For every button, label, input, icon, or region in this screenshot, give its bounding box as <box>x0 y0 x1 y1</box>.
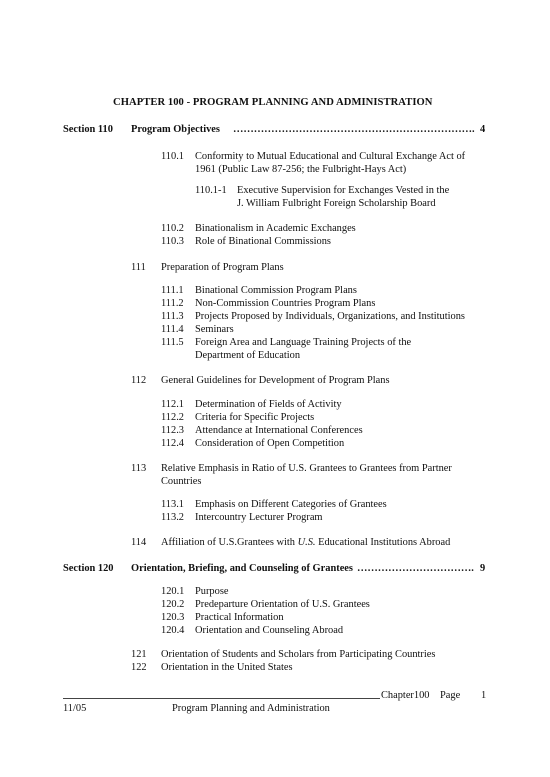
item-114-text <box>161 536 450 549</box>
section-110-label: Section 110 <box>63 124 113 135</box>
item-121-text: Orientation of Students and Scholars from Participating Countries <box>161 649 436 660</box>
item-112-4-text: Consideration of Open Competition <box>195 438 345 449</box>
item-113-1-text: Emphasis on Different Categories of Grantees <box>195 499 387 510</box>
item-113-2-text: Intercountry Lecturer Program <box>195 512 323 523</box>
section-110-title: Program Objectives <box>131 124 220 135</box>
item-110-1-text-cont: 1961 (Public Law 87-256; the Fulbright-Hays Act) <box>195 164 407 175</box>
item-120-1-text: Purpose <box>195 586 229 597</box>
item-111-5-number: 111.5 <box>161 337 184 348</box>
item-111-3-text: Projects Proposed by Individuals, Organizations, and Institutions <box>195 311 465 322</box>
item-110-3-number: 110.3 <box>161 236 184 247</box>
item-112-1-text: Determination of Fields of Activity <box>195 399 342 410</box>
item-113-text-cont: Countries <box>161 476 202 487</box>
item-110-1-1-number: 110.1-1 <box>195 185 227 196</box>
item-114-text-b: Educational Institutions Abroad <box>315 537 451 548</box>
item-111-text: Preparation of Program Plans <box>161 262 284 273</box>
footer-date: 11/05 <box>63 703 87 714</box>
item-120-2-text: Predeparture Orientation of U.S. Grantees <box>195 599 370 610</box>
item-120-4-text: Orientation and Counseling Abroad <box>195 625 344 636</box>
item-111-3-number: 111.3 <box>161 311 184 322</box>
chapter-title: CHAPTER 100 - PROGRAM PLANNING AND ADMINISTRATION <box>113 97 433 108</box>
item-113-2-number: 113.2 <box>161 512 184 523</box>
item-120-3-number: 120.3 <box>161 612 185 623</box>
item-110-1-1-text-cont: J. William Fulbright Foreign Scholarship Board <box>237 198 436 209</box>
item-111-1-number: 111.1 <box>161 285 184 296</box>
item-111-4-number: 111.4 <box>161 324 184 335</box>
item-122-number: 122 <box>131 662 147 673</box>
item-114-number: 114 <box>131 537 147 548</box>
item-111-4-text: Seminars <box>195 324 234 335</box>
item-113-number: 113 <box>131 463 147 474</box>
item-112-4-number: 112.4 <box>161 438 184 449</box>
item-111-5-text-cont: Department of Education <box>195 350 301 361</box>
item-120-1-number: 120.1 <box>161 586 185 597</box>
item-122-text: Orientation in the United States <box>161 662 293 673</box>
item-112-2-text: Criteria for Specific Projects <box>195 412 315 423</box>
item-110-1-text: Conformity to Mutual Educational and Cultural Exchange Act of <box>195 151 466 162</box>
item-113-text: Relative Emphasis in Ratio of U.S. Grantees to Grantees from Partner <box>161 463 452 474</box>
item-120-4-number: 120.4 <box>161 625 185 636</box>
item-111-5-text: Foreign Area and Language Training Projects of the <box>195 337 412 348</box>
section-110-leaders: ……………………………………………………………. <box>233 124 475 135</box>
item-111-2-number: 111.2 <box>161 298 184 309</box>
footer-document-title: Program Planning and Administration <box>172 703 330 714</box>
item-112-text: General Guidelines for Development of Program Plans <box>161 375 390 386</box>
item-110-2-text: Binationalism in Academic Exchanges <box>195 223 356 234</box>
item-110-1-number: 110.1 <box>161 151 184 162</box>
item-110-2-number: 110.2 <box>161 223 184 234</box>
item-110-1-1-text: Executive Supervision for Exchanges Vested in the <box>237 185 450 196</box>
section-120-leaders: ……………………………. <box>357 563 474 574</box>
item-120-2-number: 120.2 <box>161 599 185 610</box>
section-110-page: 4 <box>480 124 486 135</box>
footer-page-label: Page <box>440 690 461 701</box>
item-112-number: 112 <box>131 375 147 386</box>
item-110-3-text: Role of Binational Commissions <box>195 236 331 247</box>
section-120-title: Orientation, Briefing, and Counseling of Grantees <box>131 563 353 574</box>
section-120-label: Section 120 <box>63 563 114 574</box>
item-113-1-number: 113.1 <box>161 499 184 510</box>
item-114-text-italic: U.S. <box>297 537 316 548</box>
item-111-2-text: Non-Commission Countries Program Plans <box>195 298 376 309</box>
item-111-1-text: Binational Commission Program Plans <box>195 285 357 296</box>
footer-rule <box>63 698 380 699</box>
footer-chapter-label: Chapter100 <box>381 690 430 701</box>
section-120-page: 9 <box>480 563 486 574</box>
footer-page-number: 1 <box>481 690 487 701</box>
item-112-2-number: 112.2 <box>161 412 184 423</box>
item-114-text-a: Affiliation of U.S.Grantees with <box>161 537 298 548</box>
item-121-number: 121 <box>131 649 147 660</box>
item-112-3-number: 112.3 <box>161 425 184 436</box>
item-112-3-text: Attendance at International Conferences <box>195 425 363 436</box>
item-111-number: 111 <box>131 262 146 273</box>
item-120-3-text: Practical Information <box>195 612 284 623</box>
item-112-1-number: 112.1 <box>161 399 184 410</box>
